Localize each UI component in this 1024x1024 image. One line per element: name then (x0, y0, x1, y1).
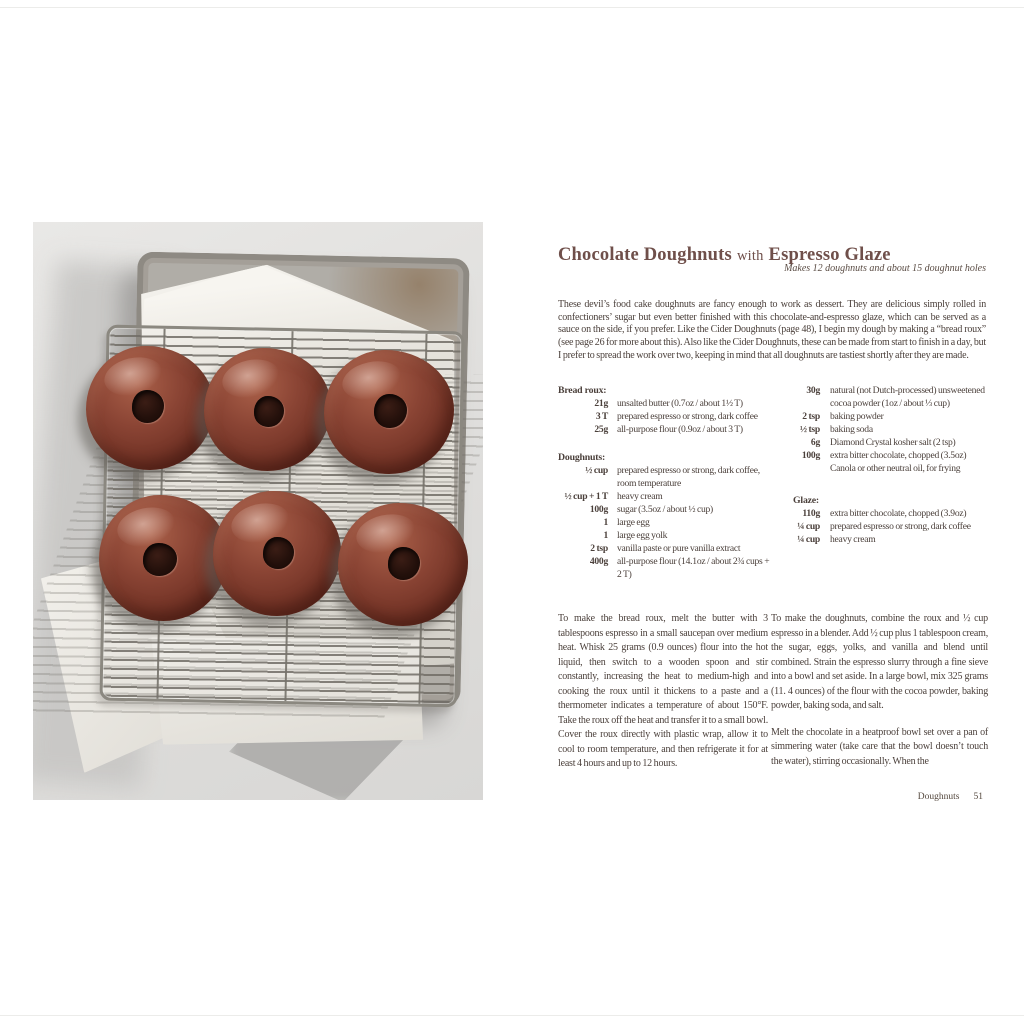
ingredient-desc: large egg (617, 517, 650, 528)
recipe-intro: These devil’s food cake doughnuts are fancy enough to work as dessert. They are delicious simply rolled in confectioners’ sugar but even better finished with this chocolate-and-espresso glaze, which can be served as a sauce on the side, if you prefer. Like the Cider Doughnuts (page 48), I begin my dough by making a “bread roux” (see page 26 for more about this). Also like the Cider Doughnuts, these can be made from start to finish in a day, but I prefer to spread the work over two, keeping in mind that all doughnuts are tastiest shortly after they are made. (558, 299, 986, 361)
ingredient-qty: 30g (806, 385, 820, 396)
ingredient-group-heading: Doughnuts: (558, 452, 606, 463)
method-paragraph-chocolate: Melt the chocolate in a heatproof bowl set over a pan of simmering water (take care that the bowl doesn’t touch the water), stirring occasionally. When the (771, 726, 988, 767)
ingredient-qty: 3 T (595, 411, 608, 422)
doughnut-hole (132, 390, 164, 423)
ingredient-qty: ¼ cup (797, 521, 820, 532)
ingredient-desc: natural (not Dutch-processed) unsweetened cocoa powder (1oz / about ⅓ cup) (830, 385, 985, 409)
page-footer (558, 792, 983, 802)
ingredient-row (558, 490, 772, 503)
ingredient-group-dry (772, 384, 990, 475)
page-bottom-edge (0, 1015, 1024, 1016)
ingredient-qty: ½ cup + 1 T (564, 491, 608, 502)
ingredient-desc: sugar (3.5oz / about ½ cup) (617, 504, 713, 515)
ingredient-qty (772, 462, 820, 475)
ingredient-qty: 21g (594, 398, 608, 409)
ingredient-row (772, 462, 990, 475)
ingredient-desc: all-purpose flour (14.1oz / about 2¾ cups + 2 T) (617, 556, 770, 580)
ingredient-row (772, 410, 990, 423)
method-column-right (771, 612, 988, 781)
ingredient-row (772, 423, 990, 436)
ingredient-row (772, 520, 990, 533)
ingredient-group-bread-roux (558, 384, 772, 436)
ingredient-qty: 25g (594, 424, 608, 435)
doughnut-hole (254, 396, 284, 427)
ingredient-qty: ½ cup (585, 465, 608, 476)
ingredient-desc: unsalted butter (0.7oz / about 1½ T) (617, 398, 743, 409)
ingredient-desc: extra bitter chocolate, chopped (3.5oz) (830, 450, 967, 461)
doughnut (338, 503, 468, 626)
recipe-yield: Makes 12 doughnuts and about 15 doughnut holes (784, 263, 986, 274)
ingredient-row (772, 449, 990, 462)
ingredient-desc: baking soda (830, 424, 873, 435)
ingredient-qty: 110g (802, 508, 820, 519)
ingredient-group-heading: Glaze: (793, 495, 819, 506)
ingredient-row (558, 423, 772, 436)
ingredient-row (558, 503, 772, 516)
ingredient-desc: extra bitter chocolate, chopped (3.9oz) (830, 508, 967, 519)
footer-section-label: Doughnuts (917, 792, 960, 802)
ingredient-row (558, 516, 772, 529)
doughnut-hole (374, 394, 407, 428)
ingredient-qty: 2 tsp (590, 543, 608, 554)
doughnut-hole (388, 547, 420, 580)
recipe-title-connector: with (736, 248, 764, 265)
ingredient-group-heading: Bread roux: (558, 385, 607, 396)
method-column-left (558, 612, 768, 784)
ingredient-row (558, 542, 772, 555)
ingredient-desc: prepared espresso or strong, dark coffee, room temperature (617, 465, 760, 489)
ingredient-row (772, 507, 990, 520)
ingredient-row (558, 555, 772, 581)
ingredient-desc: Canola or other neutral oil, for frying (830, 463, 961, 474)
ingredient-row (772, 384, 990, 410)
doughnut (99, 495, 228, 621)
ingredient-desc: all-purpose flour (0.9oz / about 3 T) (617, 424, 743, 435)
ingredient-desc: vanilla paste or pure vanilla extract (617, 543, 741, 554)
doughnut-hole (263, 537, 294, 569)
ingredients-column-right (772, 384, 990, 561)
ingredient-qty: 1 (603, 530, 608, 541)
ingredient-row (558, 529, 772, 542)
ingredient-desc: heavy cream (617, 491, 663, 502)
ingredient-group-glaze (772, 494, 990, 546)
ingredient-row (558, 397, 772, 410)
page-top-edge (0, 7, 1024, 8)
ingredient-desc: prepared espresso or strong, dark coffee (830, 521, 971, 532)
ingredient-group-doughnuts (558, 451, 772, 581)
ingredient-qty: 100g (801, 450, 820, 461)
recipe-title-part1: Chocolate Doughnuts (558, 245, 732, 266)
ingredient-row (558, 464, 772, 490)
ingredient-qty: 2 tsp (802, 411, 820, 422)
doughnut (86, 346, 214, 470)
ingredient-desc: large egg yolk (617, 530, 668, 541)
ingredient-row (772, 436, 990, 449)
ingredient-qty: ½ tsp (799, 424, 820, 435)
recipe-title-part2: Espresso Glaze (768, 245, 891, 266)
ingredient-qty: 6g (810, 437, 820, 448)
footer-page-number: 51 (973, 792, 983, 802)
method-paragraph-roux: To make the bread roux, melt the butter with 3 tablespoons espresso in a small saucepan over medium heat. Whisk 25 grams (0.9 ounces) flour into the hot liquid, then switch to a wooden spoon and stir constantly, increasing the heat to medium-high and cooking the roux until it thickens to a paste and a thermometer indicates a temperature of about 150°F. Take the roux off the heat and transfer it to a small bowl. Cover the roux directly with plastic wrap, allow it to cool to room temperature, and then refrigerate it for at least 4 hours and up to 12 hours. (558, 613, 768, 769)
doughnut-hole (143, 543, 177, 576)
ingredient-desc: prepared espresso or strong, dark coffee (617, 411, 758, 422)
doughnut (324, 350, 454, 474)
ingredients-column-left (558, 384, 772, 596)
doughnut (204, 348, 331, 471)
ingredient-desc: heavy cream (830, 534, 876, 545)
ingredient-qty: 100g (589, 504, 608, 515)
doughnut (213, 491, 341, 616)
ingredient-desc: Diamond Crystal kosher salt (2 tsp) (830, 437, 956, 448)
ingredient-row (558, 410, 772, 423)
ingredient-row (772, 533, 990, 546)
ingredient-qty: ¼ cup (797, 534, 820, 545)
ingredient-desc: baking powder (830, 411, 884, 422)
method-paragraph-doughnuts: To make the doughnuts, combine the roux and ½ cup espresso in a blender. Add ½ cup plus 1 tablespoon cream, the sugar, eggs, yolks, and vanilla and blend until combined. Strain the espresso slurry through a fine sieve into a bowl and set aside. In a large bowl, mix 325 grams (11. 4 ounces) of the flour with the cocoa powder, baking powder, baking soda, and salt. (771, 613, 988, 711)
ingredient-qty: 1 (603, 517, 608, 528)
doughnuts-photo (33, 222, 483, 800)
ingredient-qty: 400g (589, 556, 608, 567)
